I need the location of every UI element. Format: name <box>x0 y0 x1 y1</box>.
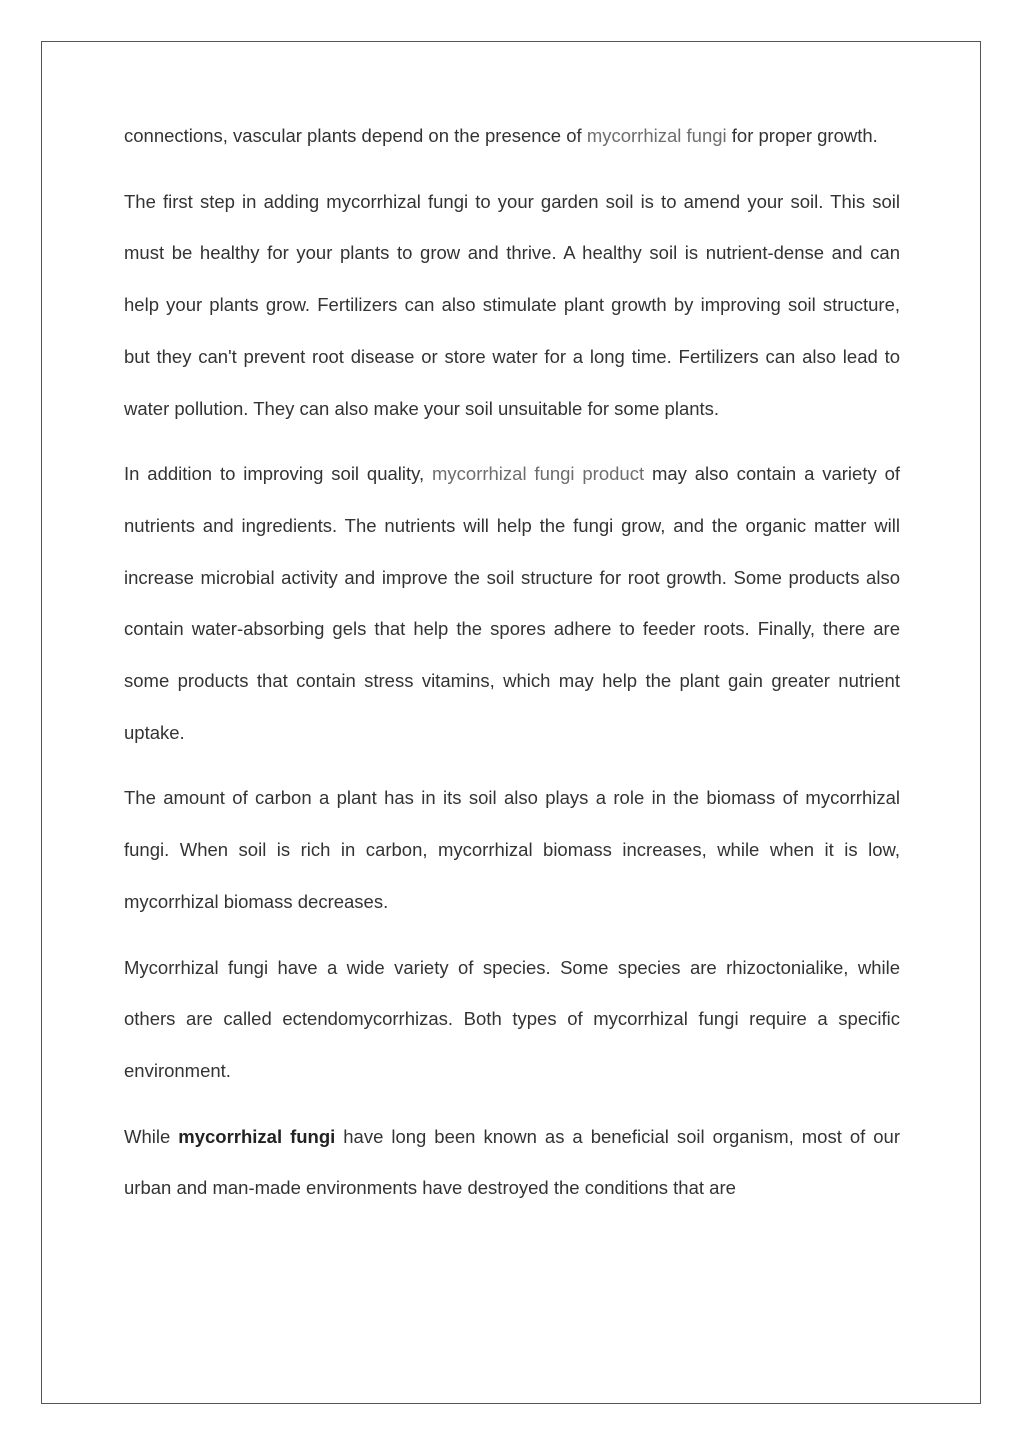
paragraph <box>124 942 900 1097</box>
paragraph <box>124 448 900 758</box>
paragraph <box>124 110 900 162</box>
paragraph-text: The first step in adding mycorrhizal fungi to your garden soil is to amend your soil. This soil must be healthy for your plants to grow and thrive. A healthy soil is nutrient-dense and can help your plants grow. Fertilizers can also stimulate plant growth by improving soil structure, but they can't prevent root disease or store water for a long time. Fertilizers can also lead to water pollution. They can also make your soil unsuitable for some plants. <box>124 190 900 419</box>
document-body <box>124 110 900 1228</box>
paragraph-text: have long been known as a beneficial soil organism, most of our urban and man-made environments have destroyed the conditions that are <box>124 1125 900 1199</box>
bold-keyword: mycorrhizal fungi <box>178 1125 336 1147</box>
mycorrhizal-fungi-product-link[interactable]: mycorrhizal fungi product <box>432 463 645 485</box>
paragraph <box>124 772 900 927</box>
mycorrhizal-fungi-link[interactable]: mycorrhizal fungi <box>586 125 727 146</box>
paragraph-text: In addition to improving soil quality, <box>124 463 432 485</box>
paragraph-text: While <box>124 1125 179 1147</box>
paragraph <box>124 176 900 435</box>
paragraph <box>124 1111 900 1214</box>
paragraph-text: for proper growth. <box>726 125 878 146</box>
paragraph-text: may also contain a variety of nutrients and ingredients. The nutrients will help the fungi grow, and the organic matter will increase microbial activity and improve the soil structure for root growth. Some products also contain water-absorbing gels that help the spores adhere to feeder roots. Finally, there are some products that contain stress vitamins, which may help the plant gain greater nutrient uptake. <box>124 463 900 743</box>
paragraph-text: Mycorrhizal fungi have a wide variety of species. Some species are rhizoctonialike, while others are called ectendomycorrhizas. Both types of mycorrhizal fungi require a specific environment. <box>124 956 900 1081</box>
paragraph-text: The amount of carbon a plant has in its soil also plays a role in the biomass of mycorrhizal fungi. When soil is rich in carbon, mycorrhizal biomass increases, while when it is low, mycorrhizal biomass decreases. <box>124 787 900 912</box>
paragraph-text: connections, vascular plants depend on the presence of <box>124 125 587 146</box>
